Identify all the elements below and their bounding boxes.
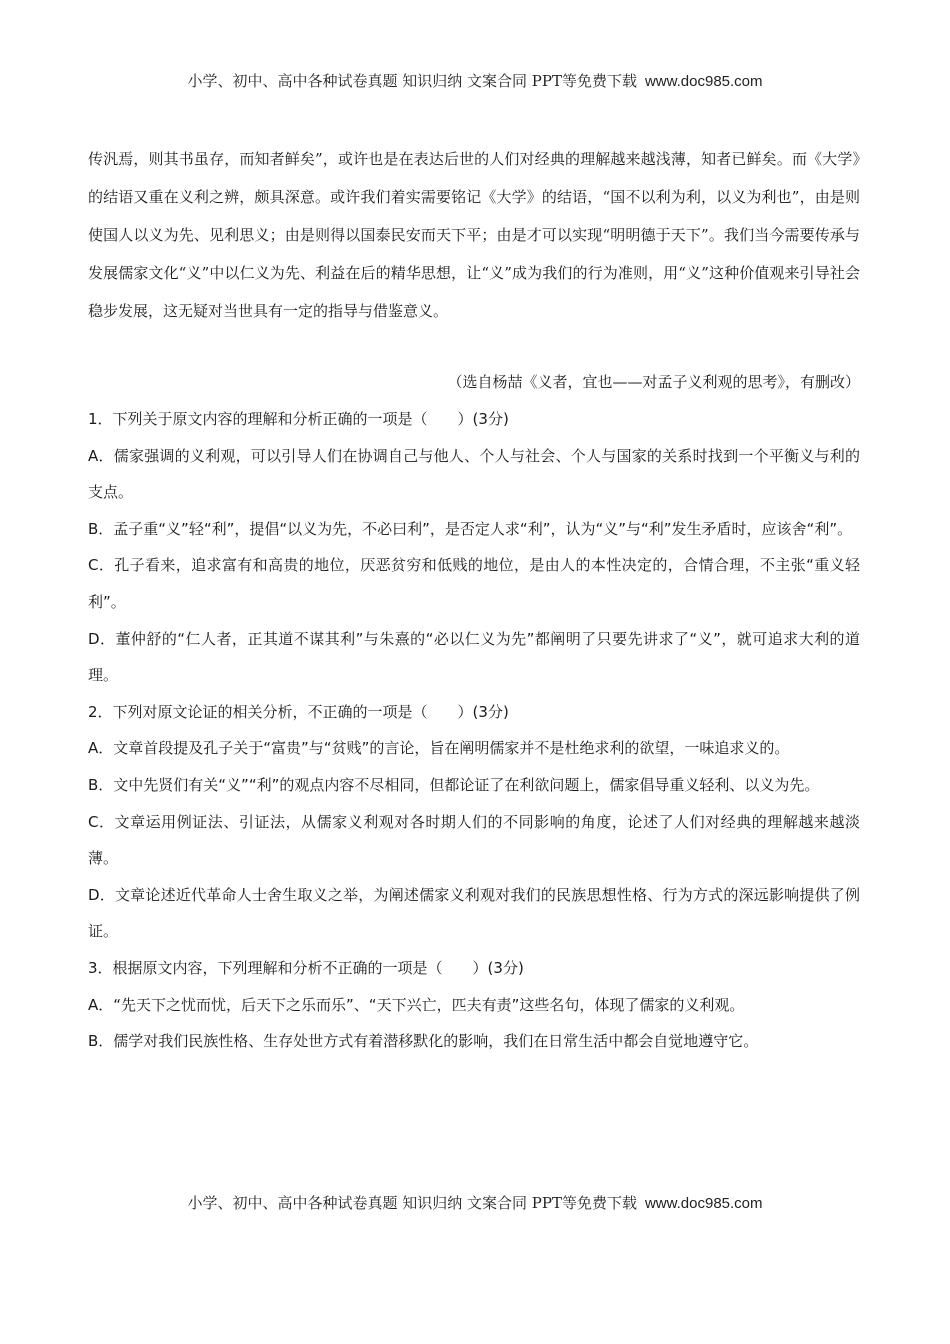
header-banner <box>0 70 950 91</box>
question-stem: 3．根据原文内容，下列理解和分析不正确的一项是（ ）(3分) <box>88 958 524 977</box>
footer-banner-site: www.doc985.com <box>644 1195 763 1212</box>
passage-text: 传汎焉，则其书虽存，而知者鲜矣”，或许也是在表达后世的人们对经典的理解越来越浅薄，知者已鲜矣。而《大学》的结语又重在义利之辨，颇具深意。或许我们着实需要铭记《大学》的结语，“国不以利为利，以义为利也”，由是则使国人以义为先、见利思义；由是则得以国泰民安而天下平；由是才可以实现“明明德于天下”。我们当今需要传承与发展儒家文化“义”中以仁义为先、利益在后的精华思想，让“义”成为我们的行为准则，用“义”这种价值观来引导社会稳步发展，这无疑对当世具有一定的指导与借鉴意义。 <box>88 150 860 320</box>
option-c: C．孔子看来，追求富有和高贵的地位，厌恶贫穷和低贱的地位，是由人的本性决定的，合情合理，不主张“重义轻利”。 <box>88 556 860 611</box>
header-banner-text: 小学、初中、高中各种试卷真题 知识归纳 文案合同 PPT等免费下载 <box>187 72 637 90</box>
passage <box>88 140 860 330</box>
option-d: D．文章论述近代革命人士舍生取义之举，为阐述儒家义利观对我们的民族思想性格、行为方式的深远影响提供了例证。 <box>88 885 860 941</box>
option-c: C．文章运用例证法、引证法，从儒家义利观对各时期人们的不同影响的角度，论述了人们对经典的理解越来越淡薄。 <box>88 812 860 868</box>
footer-banner-text: 小学、初中、高中各种试卷真题 知识归纳 文案合同 PPT等免费下载 <box>187 1194 637 1212</box>
option-d: D．董仲舒的“仁人者，正其道不谋其利”与朱熹的“必以仁义为先”都阐明了只要先讲求了“义”，就可追求大利的道理。 <box>88 629 860 685</box>
option-b: B．儒学对我们民族性格、生存处世方式有着潜移默化的影响，我们在日常生活中都会自觉地遵守它。 <box>88 1032 759 1051</box>
passage-source: （选自杨喆《义者，宜也——对孟子义利观的思考》，有删改） <box>447 373 860 391</box>
question-1 <box>88 401 860 694</box>
footer-banner <box>0 1192 950 1213</box>
option-b: B．文中先贤们有关“义”“利”的观点内容不尽相同，但都论证了在利欲问题上，儒家倡导重义轻利、以义为先。 <box>88 775 820 794</box>
option-b: B．孟子重“义”轻“利”，提倡“以义为先，不必曰利”，是否定人求“利”，认为“义”与“利”发生矛盾时，应该舍“利”。 <box>88 519 853 538</box>
question-2 <box>88 694 860 950</box>
header-banner-site: www.doc985.com <box>644 73 763 90</box>
option-a: A．“先天下之忧而忧，后天下之乐而乐”、“天下兴亡，匹夫有责”这些名句，体现了儒家的义利观。 <box>88 995 745 1014</box>
question-list <box>88 401 860 1060</box>
option-a: A．儒家强调的义利观，可以引导人们在协调自己与他人、个人与社会、个人与国家的关系时找到一个平衡义与利的支点。 <box>88 446 860 502</box>
question-stem: 2．下列对原文论证的相关分析，不正确的一项是（ ）(3分) <box>88 702 509 721</box>
option-a: A．文章首段提及孔子关于“富贵”与“贫贱”的言论，旨在阐明儒家并不是杜绝求利的欲望，一味追求义的。 <box>88 739 790 758</box>
question-3 <box>88 950 860 1060</box>
question-stem: 1．下列关于原文内容的理解和分析正确的一项是（ ）(3分) <box>88 410 509 428</box>
